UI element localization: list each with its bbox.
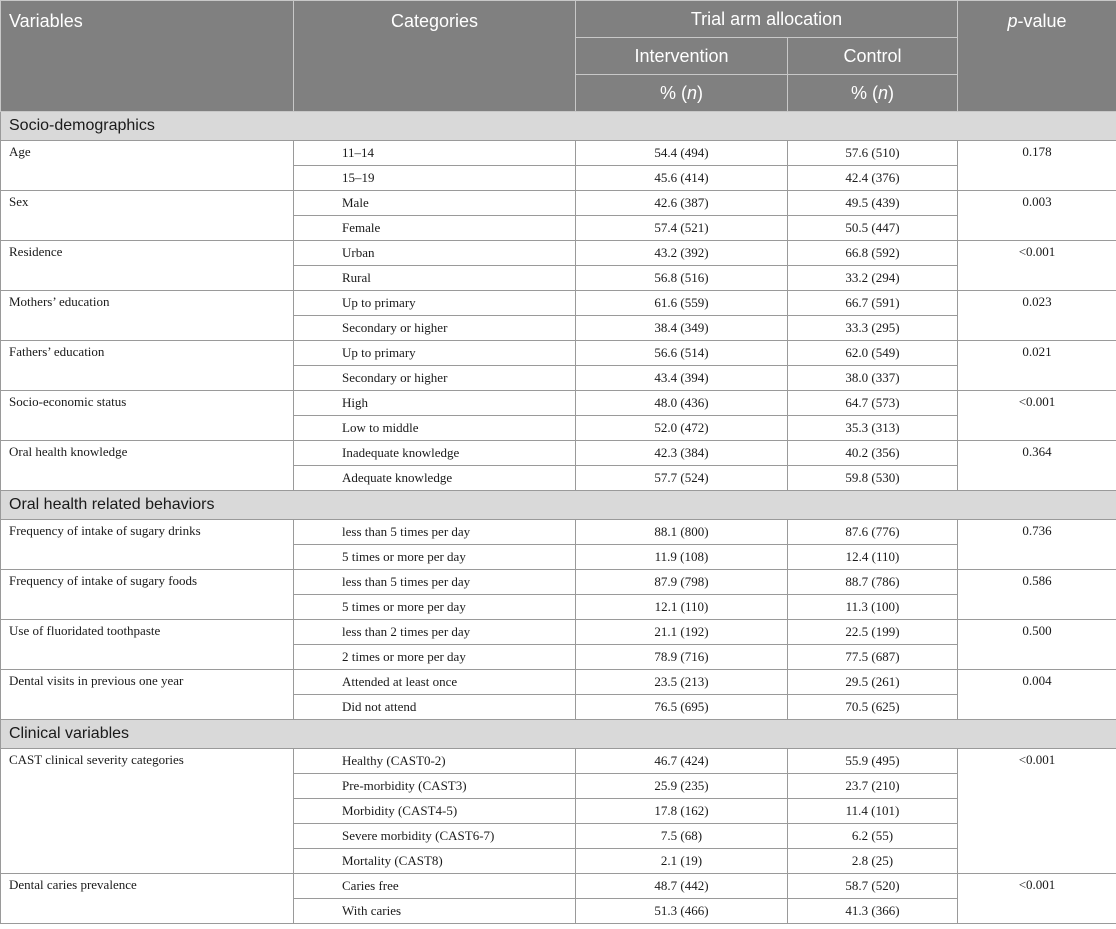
variable-label: Frequency of intake of sugary foods (1, 570, 294, 620)
table-row (1, 520, 1116, 545)
category-cell: less than 5 times per day (294, 570, 576, 595)
intervention-value: 54.4 (494) (576, 141, 788, 166)
category-cell: Urban (294, 241, 576, 266)
intervention-value: 48.0 (436) (576, 391, 788, 416)
variable-label: Use of fluoridated toothpaste (1, 620, 294, 670)
p-value: <0.001 (958, 749, 1116, 874)
control-value: 58.7 (520) (788, 874, 958, 899)
intervention-value: 48.7 (442) (576, 874, 788, 899)
p-value: 0.500 (958, 620, 1116, 670)
p-italic: p (1007, 11, 1018, 31)
table-row (1, 241, 1116, 266)
control-value: 49.5 (439) (788, 191, 958, 216)
table-row (1, 291, 1116, 316)
p-value: <0.001 (958, 241, 1116, 291)
category-cell: High (294, 391, 576, 416)
category-cell: Mortality (CAST8) (294, 849, 576, 874)
intervention-value: 42.6 (387) (576, 191, 788, 216)
variable-label: Oral health knowledge (1, 441, 294, 491)
category-cell: Pre-morbidity (CAST3) (294, 774, 576, 799)
intervention-value: 78.9 (716) (576, 645, 788, 670)
header-control-unit: % (n) (788, 75, 958, 112)
intervention-value: 11.9 (108) (576, 545, 788, 570)
header-intervention-unit: % (n) (576, 75, 788, 112)
category-cell: Attended at least once (294, 670, 576, 695)
intervention-value: 56.6 (514) (576, 341, 788, 366)
control-value: 6.2 (55) (788, 824, 958, 849)
control-value: 64.7 (573) (788, 391, 958, 416)
variable-label: Age (1, 141, 294, 191)
category-cell: Healthy (CAST0-2) (294, 749, 576, 774)
intervention-value: 23.5 (213) (576, 670, 788, 695)
control-value: 2.8 (25) (788, 849, 958, 874)
control-value: 70.5 (625) (788, 695, 958, 720)
header-control: Control (788, 38, 958, 75)
intervention-value: 52.0 (472) (576, 416, 788, 441)
category-cell: Male (294, 191, 576, 216)
control-value: 12.4 (110) (788, 545, 958, 570)
table-row (1, 341, 1116, 366)
p-value: 0.586 (958, 570, 1116, 620)
control-value: 40.2 (356) (788, 441, 958, 466)
intervention-value: 43.2 (392) (576, 241, 788, 266)
control-value: 33.3 (295) (788, 316, 958, 341)
category-cell: less than 5 times per day (294, 520, 576, 545)
variable-label: CAST clinical severity categories (1, 749, 294, 874)
category-cell: Rural (294, 266, 576, 291)
section-oral-health-behaviors: Oral health related behaviors (1, 491, 1116, 520)
p-value: 0.736 (958, 520, 1116, 570)
section-row (1, 112, 1116, 141)
header-p-value (958, 1, 1116, 112)
control-value: 33.2 (294) (788, 266, 958, 291)
intervention-value: 7.5 (68) (576, 824, 788, 849)
category-cell: 15–19 (294, 166, 576, 191)
table-row (1, 441, 1116, 466)
p-value: 0.003 (958, 191, 1116, 241)
table-row (1, 191, 1116, 216)
variable-label: Residence (1, 241, 294, 291)
section-row (1, 720, 1116, 749)
category-cell: Adequate knowledge (294, 466, 576, 491)
control-value: 50.5 (447) (788, 216, 958, 241)
control-value: 41.3 (366) (788, 899, 958, 924)
section-socio-demographics: Socio-demographics (1, 112, 1116, 141)
intervention-value: 76.5 (695) (576, 695, 788, 720)
section-clinical-variables: Clinical variables (1, 720, 1116, 749)
control-value: 11.4 (101) (788, 799, 958, 824)
category-cell: Up to primary (294, 341, 576, 366)
control-value: 35.3 (313) (788, 416, 958, 441)
table-row (1, 749, 1116, 774)
p-value: 0.004 (958, 670, 1116, 720)
intervention-value: 2.1 (19) (576, 849, 788, 874)
category-cell: Female (294, 216, 576, 241)
category-cell: Morbidity (CAST4-5) (294, 799, 576, 824)
control-value: 55.9 (495) (788, 749, 958, 774)
intervention-value: 87.9 (798) (576, 570, 788, 595)
intervention-value: 21.1 (192) (576, 620, 788, 645)
intervention-value: 42.3 (384) (576, 441, 788, 466)
intervention-value: 25.9 (235) (576, 774, 788, 799)
intervention-value: 57.7 (524) (576, 466, 788, 491)
header-categories: Categories (294, 1, 576, 112)
control-value: 66.8 (592) (788, 241, 958, 266)
category-cell: Secondary or higher (294, 316, 576, 341)
intervention-value: 51.3 (466) (576, 899, 788, 924)
category-cell: Caries free (294, 874, 576, 899)
control-value: 38.0 (337) (788, 366, 958, 391)
intervention-value: 88.1 (800) (576, 520, 788, 545)
p-rest: -value (1017, 11, 1067, 31)
header-trial-arm: Trial arm allocation (576, 1, 958, 38)
control-value: 42.4 (376) (788, 166, 958, 191)
category-cell: less than 2 times per day (294, 620, 576, 645)
variable-label: Dental visits in previous one year (1, 670, 294, 720)
intervention-value: 43.4 (394) (576, 366, 788, 391)
category-cell: Severe morbidity (CAST6-7) (294, 824, 576, 849)
variable-label: Socio-economic status (1, 391, 294, 441)
variable-label: Mothers’ education (1, 291, 294, 341)
intervention-value: 17.8 (162) (576, 799, 788, 824)
section-row (1, 491, 1116, 520)
table-row (1, 141, 1116, 166)
control-value: 29.5 (261) (788, 670, 958, 695)
category-cell: Secondary or higher (294, 366, 576, 391)
variable-label: Fathers’ education (1, 341, 294, 391)
table-row (1, 391, 1116, 416)
category-cell: 5 times or more per day (294, 545, 576, 570)
intervention-value: 56.8 (516) (576, 266, 788, 291)
p-value: 0.364 (958, 441, 1116, 491)
control-value: 23.7 (210) (788, 774, 958, 799)
control-value: 11.3 (100) (788, 595, 958, 620)
control-value: 22.5 (199) (788, 620, 958, 645)
table-row (1, 620, 1116, 645)
intervention-value: 61.6 (559) (576, 291, 788, 316)
category-cell: With caries (294, 899, 576, 924)
control-value: 57.6 (510) (788, 141, 958, 166)
p-value: 0.021 (958, 341, 1116, 391)
category-cell: Up to primary (294, 291, 576, 316)
intervention-value: 38.4 (349) (576, 316, 788, 341)
intervention-value: 46.7 (424) (576, 749, 788, 774)
control-value: 87.6 (776) (788, 520, 958, 545)
category-cell: 2 times or more per day (294, 645, 576, 670)
category-cell: 5 times or more per day (294, 595, 576, 620)
control-value: 62.0 (549) (788, 341, 958, 366)
header-intervention: Intervention (576, 38, 788, 75)
category-cell: Low to middle (294, 416, 576, 441)
intervention-value: 57.4 (521) (576, 216, 788, 241)
variable-label: Dental caries prevalence (1, 874, 294, 924)
table-row (1, 670, 1116, 695)
table-row (1, 874, 1116, 899)
control-value: 88.7 (786) (788, 570, 958, 595)
table-row (1, 570, 1116, 595)
control-value: 77.5 (687) (788, 645, 958, 670)
category-cell: 11–14 (294, 141, 576, 166)
control-value: 66.7 (591) (788, 291, 958, 316)
variable-label: Frequency of intake of sugary drinks (1, 520, 294, 570)
p-value: 0.023 (958, 291, 1116, 341)
p-value: <0.001 (958, 874, 1116, 924)
p-value: <0.001 (958, 391, 1116, 441)
category-cell: Did not attend (294, 695, 576, 720)
intervention-value: 12.1 (110) (576, 595, 788, 620)
p-value: 0.178 (958, 141, 1116, 191)
control-value: 59.8 (530) (788, 466, 958, 491)
header-variables: Variables (1, 1, 294, 112)
category-cell: Inadequate knowledge (294, 441, 576, 466)
variable-label: Sex (1, 191, 294, 241)
intervention-value: 45.6 (414) (576, 166, 788, 191)
